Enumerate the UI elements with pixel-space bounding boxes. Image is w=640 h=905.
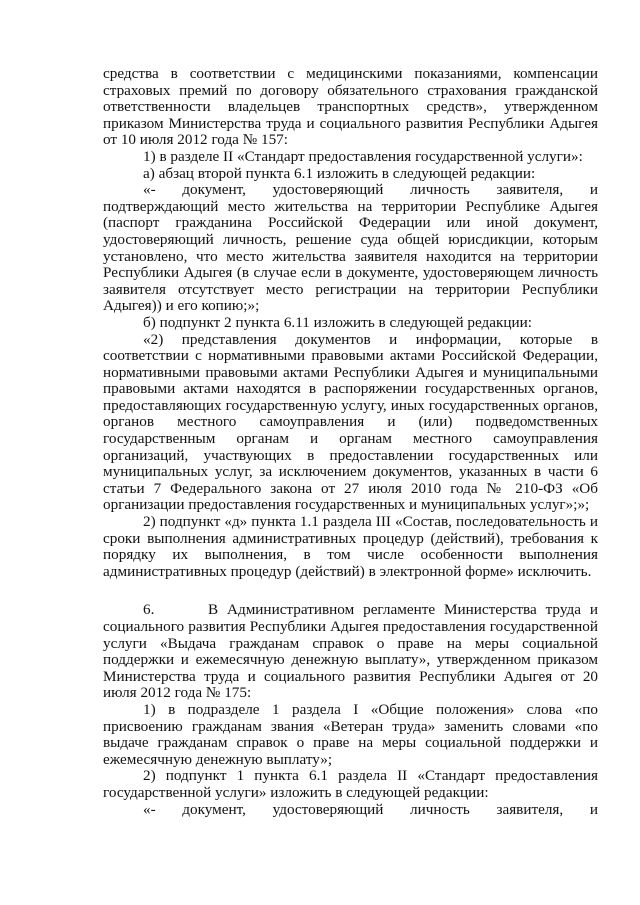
paragraph-3: а) абзац второй пункта 6.1 изложить в следующей редакции: [143,164,536,182]
paragraph-10: 2) подпункт 1 пункта 6.1 раздела II «Стандарт предоставления государственной услуги» изложить в следующей редакции: [103,767,598,801]
paragraph-6: «2) представления документов и информации, которые в соответствии с нормативными правовыми актами Российской Федерации, нормативными правовыми актами Республики Адыгея и муниципальными правовыми актами находятся в распоряжении государственных органов, предоставляющих государственную услугу, иных государственных органов, органов местного самоуправления и (или) подведомственных государственным органам и органам местного самоуправления организаций, участвующих в предоставлении государственных или муниципальных услуг, за исключением документов, указанных в части 6 статьи 7 Федерального закона от 27 июля 2010 года № 210-ФЗ «Об организации предоставления государственных и муниципальных услуг»;»; [103,330,598,514]
section-spacer [103,580,598,602]
paragraph-4: «- документ, удостоверяющий личность заявителя, и подтверждающий место жительства на территории Республике Адыгея (паспорт гражданина Российской Федерации или иной документ, удостоверяющий личность, решение суда общей юрисдикции, которым установлено, что место жительства заявителя находится на территории Республики Адыгея (в случае если в документе, удостоверяющем личность заявителя отсутствует место регистрации на территории Республики Адыгея)) и его копию;»; [103,181,598,315]
paragraph-8: 6. В Административном регламенте Министерства труда и социального развития Республики Адыгея предоставления государственной услуги «Выдача гражданам справок о праве на меры социальной поддержки и ежемесячную денежную выплату», утвержденном приказом Министерства труда и социального развития Республики Адыгея от 20 июля 2012 года № 175: [103,601,598,702]
paragraph-1: средства в соответствии с медицинскими показаниями, компенсации страховых премий по договору обязательного страхования гражданской ответственности владельцев транспортных средств», утвержденном приказом Министерства труда и социального развития Республики Адыгея от 10 июля 2012 года № 157: [103,65,598,149]
paragraph-7: 2) подпункт «д» пункта 1.1 раздела III «Состав, последовательность и сроки выполнения административных процедур (действий), требования к порядку их выполнения, в том числе особенности выполнения административных процедур (действий) в электронной форме» исключить. [103,513,598,580]
paragraph-9: 1) в подразделе 1 раздела I «Общие положения» слова «по присвоению гражданам звания «Ветеран труда» заменить словами «по выдаче гражданам справок о праве на меры социальной поддержки и ежемесячную денежную выплату»; [103,700,598,768]
paragraph-2: 1) в разделе II «Стандарт предоставления государственной услуги»: [143,147,583,165]
paragraph-11: «- документ, удостоверяющий личность заявителя, и [143,800,598,818]
paragraph-5: б) подпункт 2 пункта 6.11 изложить в следующей редакции: [143,313,532,331]
